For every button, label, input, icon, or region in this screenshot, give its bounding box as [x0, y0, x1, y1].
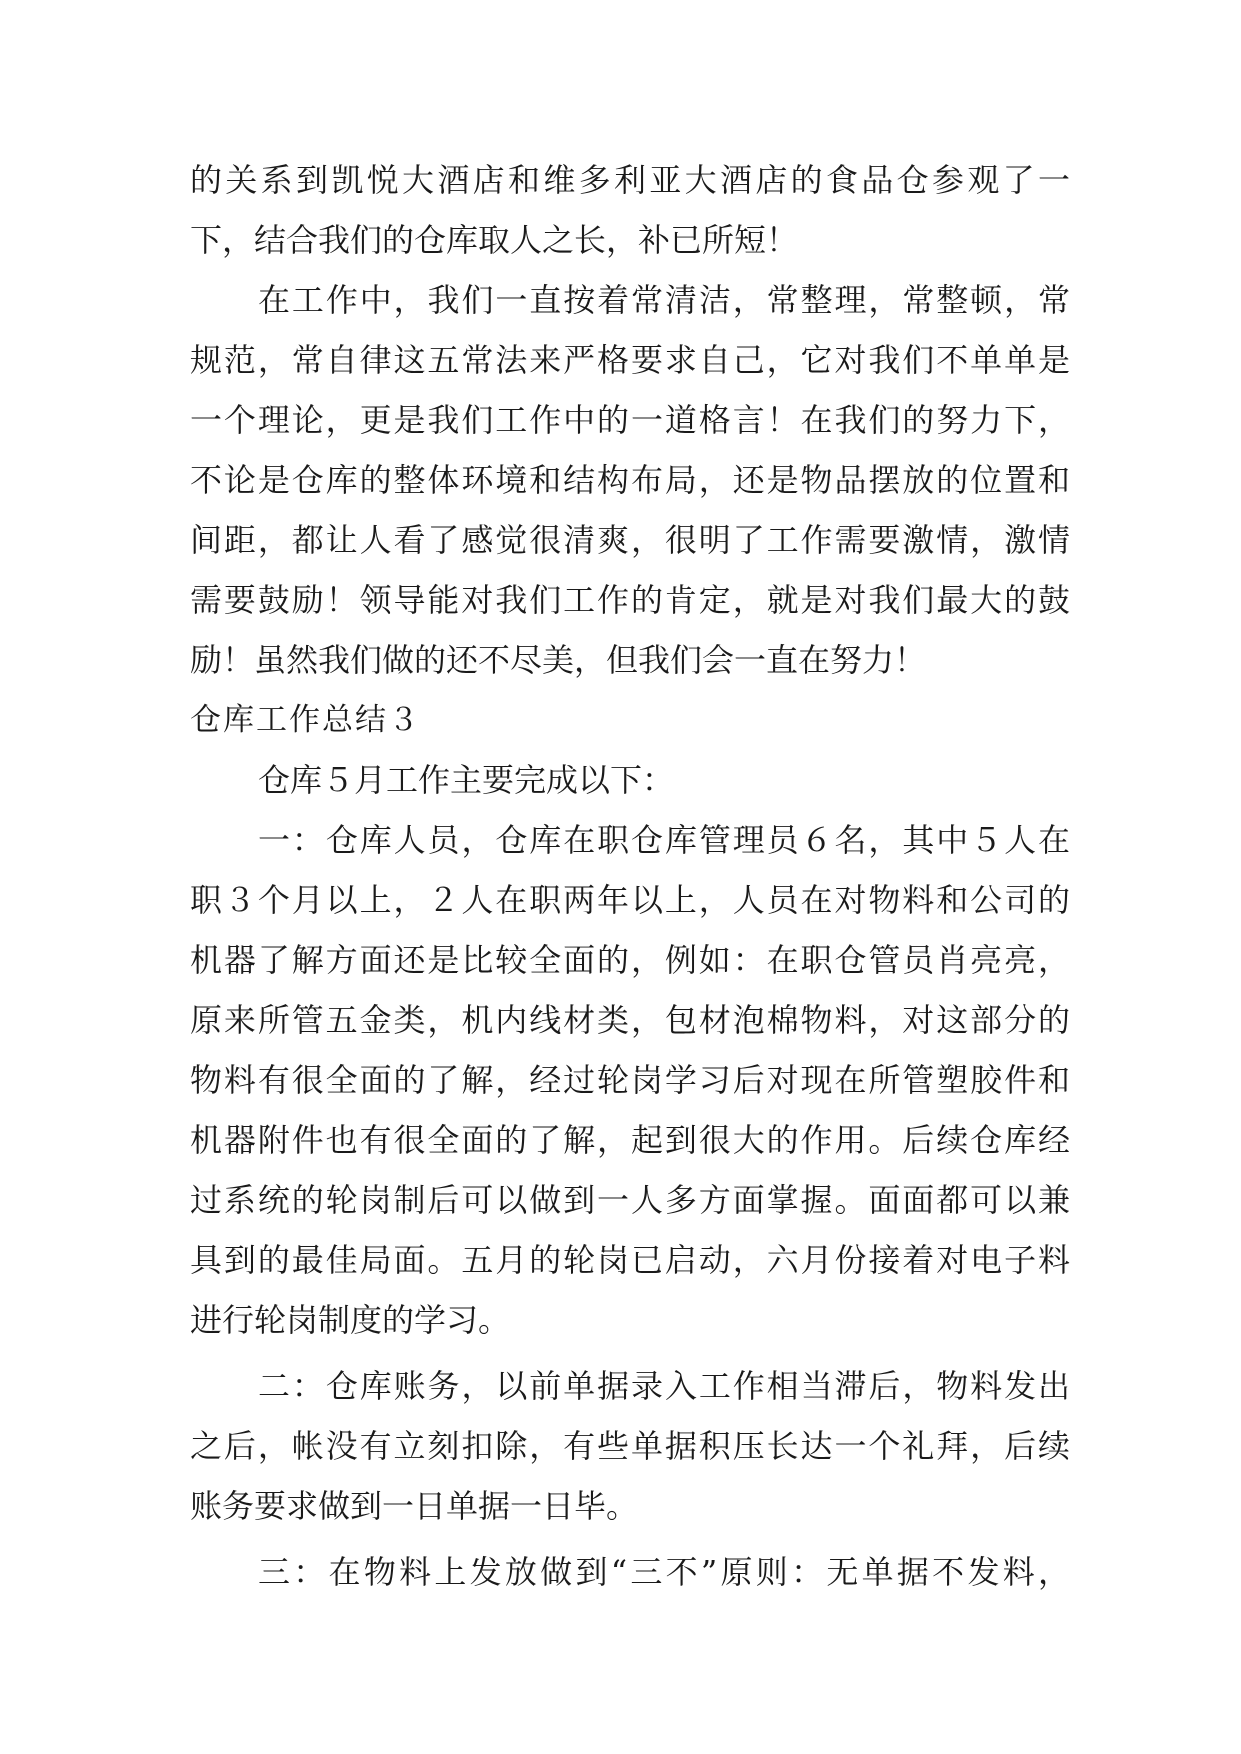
text-line: 具到的最佳局面。五月的轮岗已启动，六月份接着对电子料 [190, 1241, 1070, 1279]
text-line: 二：仓库账务，以前单据录入工作相当滞后，物料发出 [258, 1367, 1070, 1405]
text-line: 过系统的轮岗制后可以做到一人多方面掌握。面面都可以兼 [190, 1181, 1070, 1219]
text-line: 一：仓库人员，仓库在职仓库管理员６名，其中５人在 [258, 821, 1070, 859]
text-line: 间距，都让人看了感觉很清爽，很明了工作需要激情，激情 [190, 521, 1070, 559]
text-line: 仓库５月工作主要完成以下： [258, 761, 675, 799]
paragraph-continuation [190, 150, 1070, 270]
text-line: 物料有很全面的了解，经过轮岗学习后对现在所管塑胶件和 [190, 1061, 1070, 1099]
text-line: 三：在物料上发放做到“三不”原则：无单据不发料， [258, 1553, 1070, 1591]
text-line: 的关系到凯悦大酒店和维多利亚大酒店的食品仓参观了一 [190, 161, 1070, 199]
text-line: 机器附件也有很全面的了解，起到很大的作用。后续仓库经 [190, 1121, 1070, 1159]
text-line: 一个理论，更是我们工作中的一道格言！在我们的努力下， [190, 401, 1070, 439]
text-line: 在工作中，我们一直按着常清洁，常整理，常整顿，常 [258, 281, 1070, 319]
text-line: 励！虽然我们做的还不尽美，但我们会一直在努力！ [190, 641, 927, 679]
text-line: 需要鼓励！领导能对我们工作的肯定，就是对我们最大的鼓 [190, 581, 1070, 619]
paragraph-five-practices [190, 270, 1070, 690]
text-line: 之后，帐没有立刻扣除，有些单据积压长达一个礼拜，后续 [190, 1427, 1070, 1465]
text-line: 不论是仓库的整体环境和结构布局，还是物品摆放的位置和 [190, 461, 1070, 499]
text-line: 进行轮岗制度的学习。 [190, 1301, 511, 1339]
text-line: 职３个月以上，２人在职两年以上，人员在对物料和公司的 [190, 881, 1070, 919]
text-line: 原来所管五金类，机内线材类，包材泡棉物料，对这部分的 [190, 1001, 1070, 1039]
text-line: 机器了解方面还是比较全面的，例如：在职仓管员肖亮亮， [190, 941, 1070, 979]
section-heading: 仓库工作总结３ [190, 702, 421, 738]
paragraph-three-no-principle [190, 1542, 1070, 1602]
text-line: 账务要求做到一日单据一日毕。 [190, 1487, 639, 1525]
paragraph-warehouse-staff [190, 810, 1070, 1350]
document-page [190, 150, 1070, 1602]
text-line: 下，结合我们的仓库取人之长，补已所短！ [190, 221, 799, 259]
paragraph-warehouse-accounts [190, 1356, 1070, 1536]
paragraph-may-summary-intro [190, 750, 1070, 810]
text-line: 规范，常自律这五常法来严格要求自己，它对我们不单单是 [190, 341, 1070, 379]
